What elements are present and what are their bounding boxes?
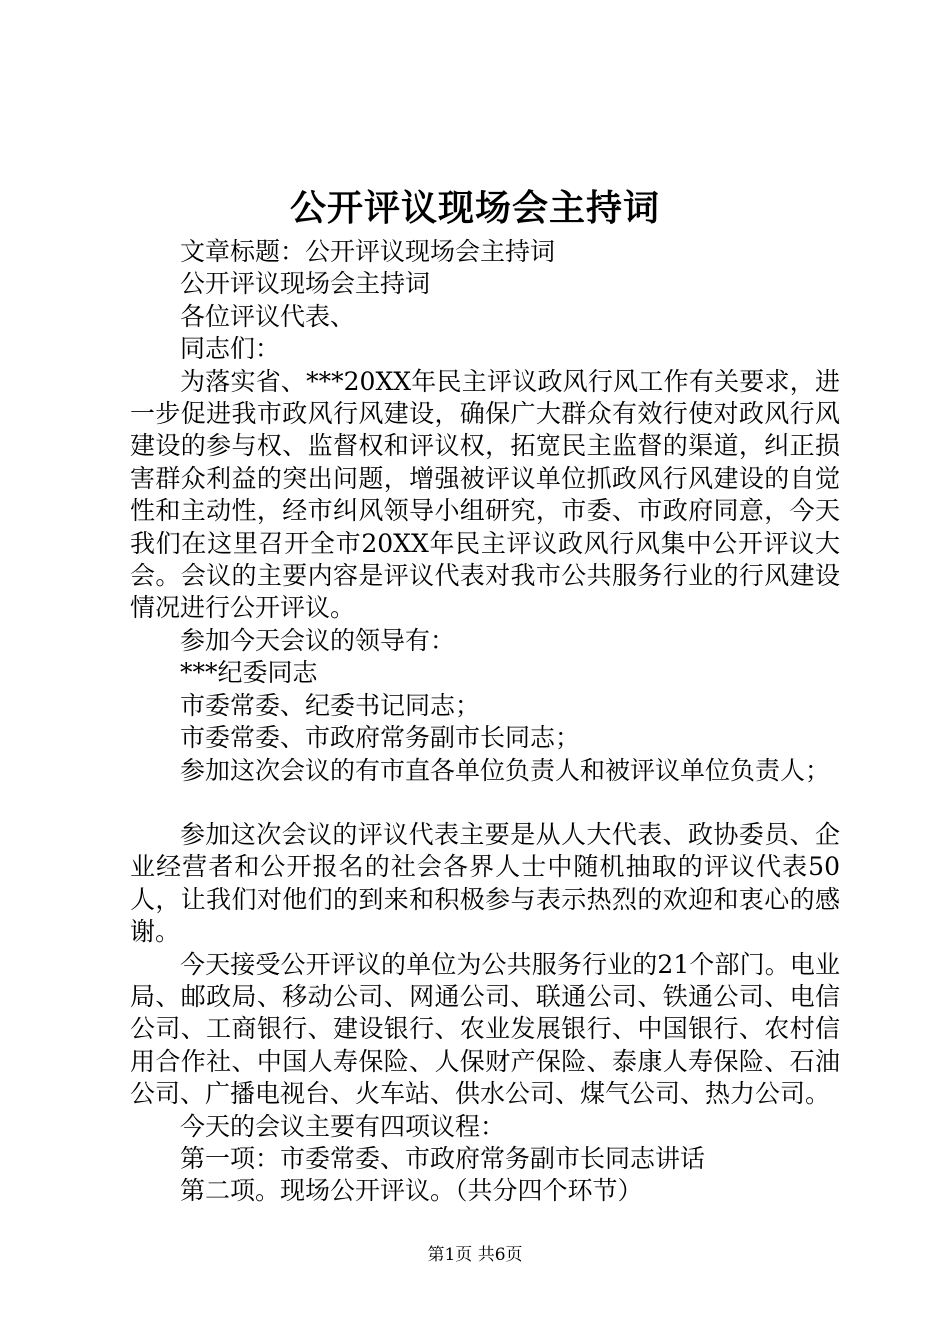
paragraph-evaluated-units: 今天接受公开评议的单位为公共服务行业的21个部门。电业局、邮政局、移动公司、网通公司、联通公司、铁通公司、电信公司、工商银行、建设银行、农业发展银行、中国银行、农村信用合作社、中国人寿保险、人保财产保险、泰康人寿保险、石油公司、广播电视台、火车站、供水公司、煤气公司、热力公司。: [130, 949, 840, 1109]
paragraph-agenda-intro: 今天的会议主要有四项议程：: [180, 1111, 506, 1141]
paragraph-purpose: 为落实省、***20XX年民主评议政风行风工作有关要求，进一步促进我市政风行风建设，确保广大群众有效行使对政风行风建设的参与权、监督权和评议权，拓宽民主监督的渠道，纠正损害群众利益的突出问题，增强被评议单位抓政风行风建设的自觉性和主动性，经市纠风领导小组研究，市委、市政府同意，今天我们在这里召开全市20XX年民主评议政风行风集中公开评议大会。会议的主要内容是评议代表对我市公共服务行业的行风建设情况进行公开评议。: [130, 366, 840, 623]
document-body: [130, 236, 840, 1208]
page-title: 公开评议现场会主持词: [289, 187, 660, 229]
paragraph-subtitle: 公开评议现场会主持词: [180, 269, 431, 299]
paragraph-leader-3: 市委常委、市政府常务副市长同志；: [180, 723, 581, 753]
paragraph-agenda-item-1: 第一项：市委常委、市政府常务副市长同志讲话: [180, 1143, 706, 1173]
paragraph-article-title: 文章标题：公开评议现场会主持词: [180, 237, 556, 266]
paragraph-representatives: 参加这次会议的评议代表主要是从人大代表、政协委员、企业经营者和公开报名的社会各界人士中随机抽取的评议代表50人，让我们对他们的到来和积极参与表示热烈的欢迎和衷心的感谢。: [130, 819, 840, 947]
paragraph-salutation-2: 同志们：: [180, 334, 281, 364]
paragraph-agenda-item-2: 第二项。现场公开评议。（共分四个环节）: [180, 1176, 643, 1206]
paragraph-attendees: 参加这次会议的有市直各单位负责人和被评议单位负责人；: [180, 755, 831, 785]
paragraph-leaders-intro: 参加今天会议的领导有：: [180, 625, 456, 655]
paragraph-leader-2: 市委常委、纪委书记同志；: [180, 690, 481, 720]
paragraph-leader-1: ***纪委同志: [180, 658, 318, 688]
page-number-footer: 第1页 共6页: [427, 1245, 523, 1265]
paragraph-salutation-1: 各位评议代表、: [180, 301, 356, 331]
